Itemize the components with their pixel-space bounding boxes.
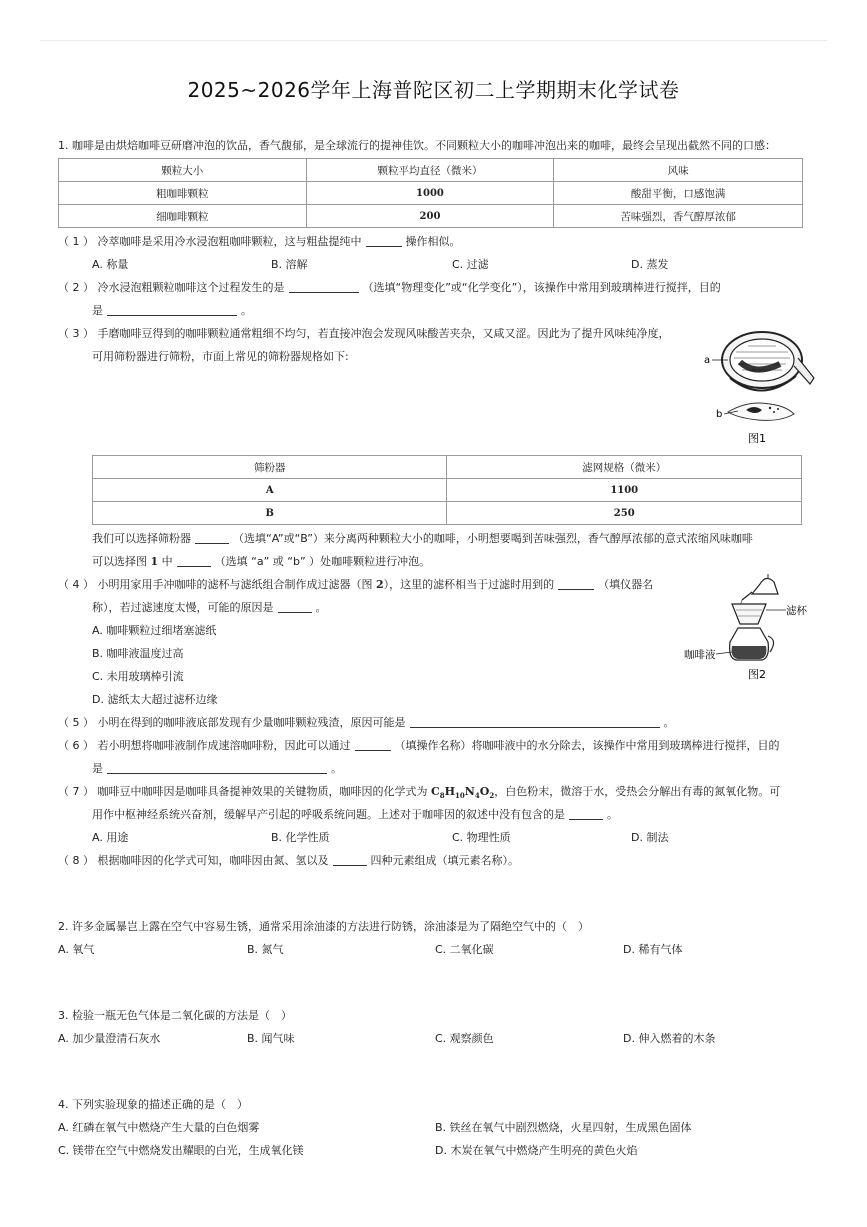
option-a[interactable]: A. 红磷在氧气中燃烧产生大量的白色烟雾 — [58, 1121, 260, 1134]
table-cell: 酸甜平衡，口感饱满 — [554, 182, 803, 205]
subquestion-4-line2 — [92, 600, 327, 616]
table-cell: 1000 — [306, 182, 554, 205]
subquestion-text: 咖啡豆中咖啡因是咖啡具备提神效果的关键物质，咖啡因的化学式为 — [97, 785, 428, 798]
table-row — [93, 502, 802, 525]
table-row — [93, 479, 802, 502]
q4-stem: 4. 下列实验现象的描述正确的是（ ） — [58, 1098, 248, 1111]
option-a[interactable]: A. 氧气 — [58, 943, 95, 956]
option-d[interactable]: D. 稀有气体 — [623, 943, 683, 956]
sieve-table — [92, 455, 802, 525]
page-top-rule — [40, 40, 827, 41]
subquestion-text: 若小明想将咖啡液制作成速溶咖啡粉，因此可以通过 — [97, 739, 351, 752]
figure-1-label-b: b — [716, 409, 723, 420]
subquestion-text: （选填“A”或“B”）来分离两种颗粒大小的咖啡，小明想要喝到苦味强烈，香气醇厚浓郁的意式浓缩风味咖啡 — [233, 532, 753, 545]
option-a[interactable]: A. 用途 — [92, 831, 129, 844]
subquestion-text: 冷萃咖啡是采用冷水浸泡粗咖啡颗粒，这与粗盐提纯中 — [97, 235, 362, 248]
subquestion-text: 称），若过滤速度太慢，可能的原因是 — [92, 601, 274, 614]
figure-1-label-a: a — [704, 355, 711, 366]
subquestion-6 — [58, 738, 780, 754]
subquestion-number: （ 2 ） — [58, 281, 94, 294]
subquestion-4 — [58, 577, 653, 593]
option-b[interactable]: B. 咖啡液温度过高 — [92, 647, 184, 660]
answer-blank[interactable] — [333, 853, 367, 866]
subquestion-8 — [58, 853, 519, 869]
figure-2-label-cup: 滤杯 — [786, 605, 807, 617]
figure-1-caption: 图1 — [748, 432, 766, 445]
answer-blank[interactable] — [107, 761, 327, 774]
option-c[interactable]: C. 观察颜色 — [435, 1032, 494, 1045]
subquestion-text: 中 — [161, 555, 173, 568]
subquestion-1 — [58, 234, 461, 250]
subquestion-number: （ 7 ） — [58, 785, 94, 798]
subquestion-number: （ 5 ） — [58, 716, 94, 729]
table-header-cell: 风味 — [554, 159, 803, 182]
figure-1-sieve — [700, 318, 818, 450]
subquestion-number: （ 1 ） — [58, 235, 94, 248]
table-header-row — [93, 456, 802, 479]
answer-blank[interactable] — [410, 715, 660, 728]
option-a[interactable]: A. 咖啡颗粒过细堵塞滤纸 — [92, 624, 217, 637]
subquestion-text: 手磨咖啡豆得到的咖啡颗粒通常粗细不均匀，若直接冲泡会发现风味酸苦夹杂，又咸又涩。因此为了提升风味纯净度， — [97, 327, 670, 340]
subquestion-5 — [58, 715, 675, 731]
subquestion-text: （选填 “a” 或 “b” ）处咖啡颗粒进行冲泡。 — [214, 555, 431, 568]
option-c[interactable]: C. 过滤 — [452, 258, 489, 271]
option-d[interactable]: D. 伸入燃着的木条 — [623, 1032, 716, 1045]
figure-2-caption: 图2 — [748, 668, 766, 681]
subquestion-text: 小明在得到的咖啡液底部发现有少量咖啡颗粒残渣，原因可能是 — [97, 716, 406, 729]
option-a[interactable]: A. 加少量澄清石灰水 — [58, 1032, 161, 1045]
table-cell: A — [93, 479, 447, 502]
q2-stem: 2. 许多金属暴岂上露在空气中容易生锈，通常采用涂油漆的方法进行防锈，涂油漆是为了隔绝空气中的（ ） — [58, 920, 589, 933]
page-title: 2025~2026学年上海普陀区初二上学期期末化学试卷 — [187, 78, 680, 102]
subquestion-3-line4 — [92, 554, 430, 570]
option-d[interactable]: D. 制法 — [631, 831, 669, 844]
table-header-cell: 颗粒大小 — [59, 159, 307, 182]
subquestion-2-line2 — [92, 303, 252, 319]
subquestion-7-line2 — [92, 807, 618, 823]
subquestion-text: 。 — [315, 601, 327, 614]
answer-blank[interactable] — [177, 554, 211, 567]
particle-table — [58, 158, 803, 228]
subquestion-number: （ 3 ） — [58, 327, 94, 340]
figure-number: 2 — [376, 578, 384, 591]
subquestion-text: 根据咖啡因的化学式可知，咖啡因由氮、氢以及 — [97, 854, 329, 867]
q1-stem: 1. 咖啡是由烘焙咖啡豆研磨冲泡的饮品，香气馥郁，是全球流行的提神佳饮。不同颗粒大小的咖啡冲泡出来的咖啡，最终会呈现出截然不同的口感： — [58, 139, 776, 152]
subquestion-3-line3 — [92, 531, 753, 547]
option-d[interactable]: D. 蒸发 — [631, 258, 669, 271]
subquestion-text: 。 — [241, 304, 252, 317]
subquestion-text: 冷水浸泡粗颗粒咖啡这个过程发生的是 — [97, 281, 285, 294]
subquestion-text: （选填“物理变化”或“化学变化”），该操作中常用到玻璃棒进行搅拌，目的 — [362, 281, 721, 294]
sieve-illustration — [700, 318, 818, 450]
subquestion-text: 是 — [92, 304, 103, 317]
table-header-cell: 筛粉器 — [93, 456, 447, 479]
caffeine-formula: $C_8H_{10}N_4O_2$ — [431, 785, 495, 801]
answer-blank[interactable] — [366, 234, 402, 247]
answer-blank[interactable] — [278, 600, 312, 613]
subquestion-text: （填操作名称）将咖啡液中的水分除去，该操作中常用到玻璃棒进行搅拌，目的 — [394, 739, 780, 752]
option-c[interactable]: C. 二氧化碳 — [435, 943, 494, 956]
option-c[interactable]: C. 未用玻璃棒引流 — [92, 670, 184, 683]
option-b[interactable]: B. 铁丝在氧气中剧烈燃烧，火星四射，生成黑色固体 — [435, 1121, 692, 1134]
figure-2-pour-over — [682, 570, 812, 686]
table-cell: 细咖啡颗粒 — [59, 205, 307, 228]
answer-blank[interactable] — [107, 303, 237, 316]
option-d[interactable]: D. 滤纸太大超过滤杯边缘 — [92, 693, 218, 706]
subquestion-number: （ 8 ） — [58, 854, 94, 867]
table-cell: B — [93, 502, 447, 525]
subquestion-text: ），这里的滤杯相当于过滤时用到的 — [383, 578, 555, 591]
subquestion-6-line2 — [92, 761, 342, 777]
table-header-cell: 颗粒平均直径（微米） — [306, 159, 554, 182]
option-b[interactable]: B. 化学性质 — [271, 831, 330, 844]
option-b[interactable]: B. 氮气 — [247, 943, 284, 956]
table-row — [59, 182, 803, 205]
table-cell: 苦味强烈，香气醇厚浓郁 — [554, 205, 803, 228]
answer-blank[interactable] — [569, 807, 603, 820]
answer-blank[interactable] — [195, 531, 229, 544]
figure-2-label-liquid: 咖啡液 — [684, 649, 716, 661]
table-cell: 1100 — [447, 479, 802, 502]
subquestion-text: 是 — [92, 762, 103, 775]
table-header-row — [59, 159, 803, 182]
subquestion-text: 。 — [663, 716, 675, 729]
answer-blank[interactable] — [558, 577, 594, 590]
subquestion-text: 操作相似。 — [405, 235, 461, 248]
subquestion-number: （ 6 ） — [58, 739, 94, 752]
subquestion-text: 用作中枢神经系统兴奋剂，缓解早产引起的呼吸系统问题。上述对于咖啡因的叙述中没有包含的是 — [92, 808, 565, 821]
subquestion-text: 小明用家用手冲咖啡的滤杯与滤纸组合制作成过滤器（图 — [97, 578, 373, 591]
pour-over-illustration — [682, 570, 812, 686]
option-a[interactable]: A. 称量 — [92, 258, 129, 271]
table-header-cell: 滤网规格（微米） — [447, 456, 802, 479]
option-c[interactable]: C. 镁带在空气中燃烧发出耀眼的白光，生成氧化镁 — [58, 1144, 304, 1157]
table-cell: 200 — [306, 205, 554, 228]
subquestion-7 — [58, 784, 780, 804]
table-cell: 250 — [447, 502, 802, 525]
answer-blank[interactable] — [289, 280, 359, 293]
subquestion-3-line2: 可用筛粉器进行筛粉，市面上常见的筛粉器规格如下: — [92, 350, 349, 363]
subquestion-text: 我们可以选择筛粉器 — [92, 532, 191, 545]
subquestion-2 — [58, 280, 721, 296]
option-c[interactable]: C. 物理性质 — [452, 831, 511, 844]
subquestion-text: 可以选择图 — [92, 555, 147, 568]
q3-stem: 3. 检验一瓶无色气体是二氧化碳的方法是（ ） — [58, 1009, 292, 1022]
option-d[interactable]: D. 木炭在氧气中燃烧产生明亮的黄色火焰 — [435, 1144, 638, 1157]
subquestion-text: （填仪器名 — [598, 578, 654, 591]
table-row — [59, 205, 803, 228]
answer-blank[interactable] — [355, 738, 391, 751]
figure-number: 1 — [150, 555, 159, 568]
subquestion-text: 四种元素组成（填元素名称）。 — [370, 854, 519, 867]
option-b[interactable]: B. 闻气味 — [247, 1032, 295, 1045]
table-cell: 粗咖啡颗粒 — [59, 182, 307, 205]
subquestion-number: （ 4 ） — [58, 578, 94, 591]
subquestion-text: 。 — [331, 762, 342, 775]
subquestion-3 — [58, 326, 670, 342]
option-b[interactable]: B. 溶解 — [271, 258, 308, 271]
subquestion-text: ，白色粉末，微溶于水，受热会分解出有毒的氮氧化物。可 — [494, 785, 781, 798]
subquestion-text: 。 — [607, 808, 618, 821]
